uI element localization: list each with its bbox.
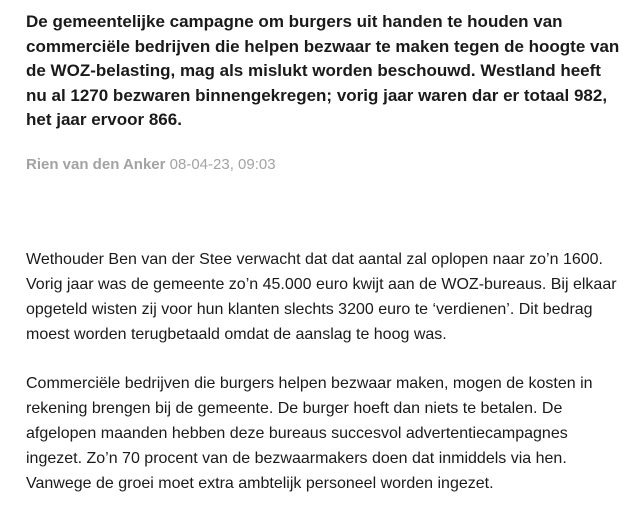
article-paragraph: Wethouder Ben van der Stee verwacht dat dat aantal zal oplopen naar zo’n 1600. Vorig jaar was de gemeente zo’n 45.000 euro kwijt aan de WOZ-bureaus. Bij elkaar opgeteld wisten zij voor hun klanten slechts 3200 euro te ‘verdienen’. Dit bedrag moest worden terugbetaald omdat de aanslag te hoog was. <box>26 250 617 343</box>
author-name[interactable]: Rien van den Anker <box>26 155 166 173</box>
article-paragraph: Commerciële bedrijven die burgers helpen bezwaar maken, mogen de kosten in rekening brengen bij de gemeente. De burger hoeft dan niets te betalen. De afgelopen maanden hebben deze bureaus succesvol advertentiecampagnes ingezet. Zo’n 70 procent van de bezwaarmakers doen dat inmiddels via hen. Vanwege de groei moet extra ambtelijk personeel worden ingezet. <box>26 374 593 492</box>
publish-date: 08-04-23, 09:03 <box>169 155 276 173</box>
byline <box>26 156 626 174</box>
article <box>26 10 626 496</box>
article-intro: De gemeentelijke campagne om burgers uit handen te houden van commerciële bedrijven die helpen bezwaar te maken tegen de hoogte van de WOZ-belasting, mag als mislukt worden beschouwd. Westland heeft nu al 1270 bezwaren binnengekregen; vorig jaar waren dar er totaal 982, het jaar ervoor 866. <box>26 12 620 129</box>
